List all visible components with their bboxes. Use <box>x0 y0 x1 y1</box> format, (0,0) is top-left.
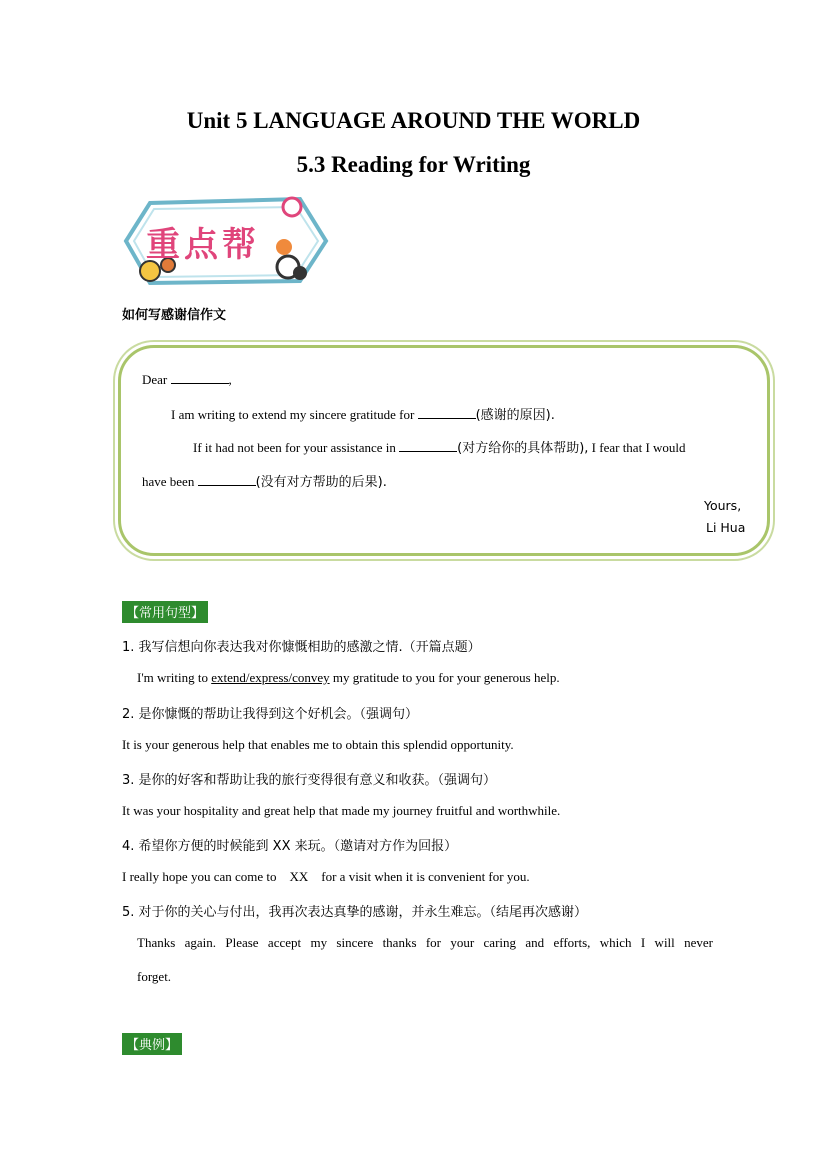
item-chinese: 是你慷慨的帮助让我得到这个好机会。（强调句） <box>138 707 419 722</box>
pattern-4-chinese <box>122 835 457 854</box>
line3-text: have been <box>142 474 195 489</box>
pattern-4-english: I really hope you can come to XX for a visit when it is convenient for you. <box>122 869 530 884</box>
line2-tail: I fear that I would <box>591 440 686 455</box>
salutation-comma: , <box>228 372 232 387</box>
fill-in-blank <box>399 440 457 452</box>
logo <box>120 195 330 287</box>
pattern-2-english: It is your generous help that enables me to obtain this splendid opportunity. <box>122 737 514 752</box>
letter-line-2 <box>193 437 686 456</box>
letter-line-3 <box>142 471 387 490</box>
line2-text: If it had not been for your assistance in <box>193 440 396 455</box>
pattern-2-chinese <box>122 703 418 722</box>
pattern-3-english: It was your hospitality and great help that made my journey fruitful and worthwhile. <box>122 803 561 818</box>
item-chinese: 希望你方便的时候能到 XX 来玩。（邀请对方作为回报） <box>138 839 458 854</box>
item-chinese: 我写信想向你表达我对你慷慨相助的感激之情.（开篇点题） <box>138 640 481 655</box>
page-title: Unit 5 LANGUAGE AROUND THE WORLD <box>186 108 641 133</box>
letter-closing: Yours, <box>704 498 742 513</box>
item-chinese: 是你的好客和帮助让我的旅行变得很有意义和收获。（强调句） <box>138 773 497 788</box>
line3-hint: (没有对方帮助的后果). <box>255 475 387 490</box>
page-subtitle: 5.3 Reading for Writing <box>296 152 531 177</box>
item-number: 5. <box>122 905 135 920</box>
fill-in-blank <box>198 474 256 486</box>
item-english-underlined: extend/express/convey <box>211 670 330 685</box>
example-tag: 【典例】 <box>122 1033 182 1055</box>
line1-hint: (感谢的原因). <box>475 408 555 423</box>
item-number: 2. <box>122 707 135 722</box>
item-number: 3. <box>122 773 135 788</box>
pattern-1-chinese <box>122 636 481 655</box>
item-english-post: my gratitude to you for your generous help. <box>329 670 560 685</box>
pattern-5-english-line-2: forget. <box>137 969 172 984</box>
pattern-1-english <box>137 670 560 686</box>
item-number: 1. <box>122 640 135 655</box>
fill-in-blank <box>418 407 476 419</box>
pattern-5-english-line-1: Thanks again. Please accept my sincere thanks for your caring and efforts, which I will never <box>137 935 713 950</box>
item-number: 4. <box>122 839 135 854</box>
item-english-pre: I'm writing to <box>137 670 212 685</box>
letter-signature: Li Hua <box>706 520 746 535</box>
letter-salutation <box>142 372 232 388</box>
line1-text: I am writing to extend my sincere gratitude for <box>171 407 415 422</box>
item-chinese: 对于你的关心与付出，我再次表达真挚的感谢，并永生难忘。（结尾再次感谢） <box>138 905 588 920</box>
common-patterns-tag: 【常用句型】 <box>122 601 208 623</box>
salutation-text: Dear <box>142 372 168 387</box>
pattern-5-chinese <box>122 901 587 920</box>
section-heading: 如何写感谢信作文 <box>122 308 227 323</box>
line2-hint: (对方给你的具体帮助), <box>457 441 589 456</box>
logo-text: 重点帮 <box>146 225 260 265</box>
fill-in-blank <box>171 372 229 384</box>
letter-line-1 <box>171 404 555 423</box>
pattern-3-chinese <box>122 769 496 788</box>
